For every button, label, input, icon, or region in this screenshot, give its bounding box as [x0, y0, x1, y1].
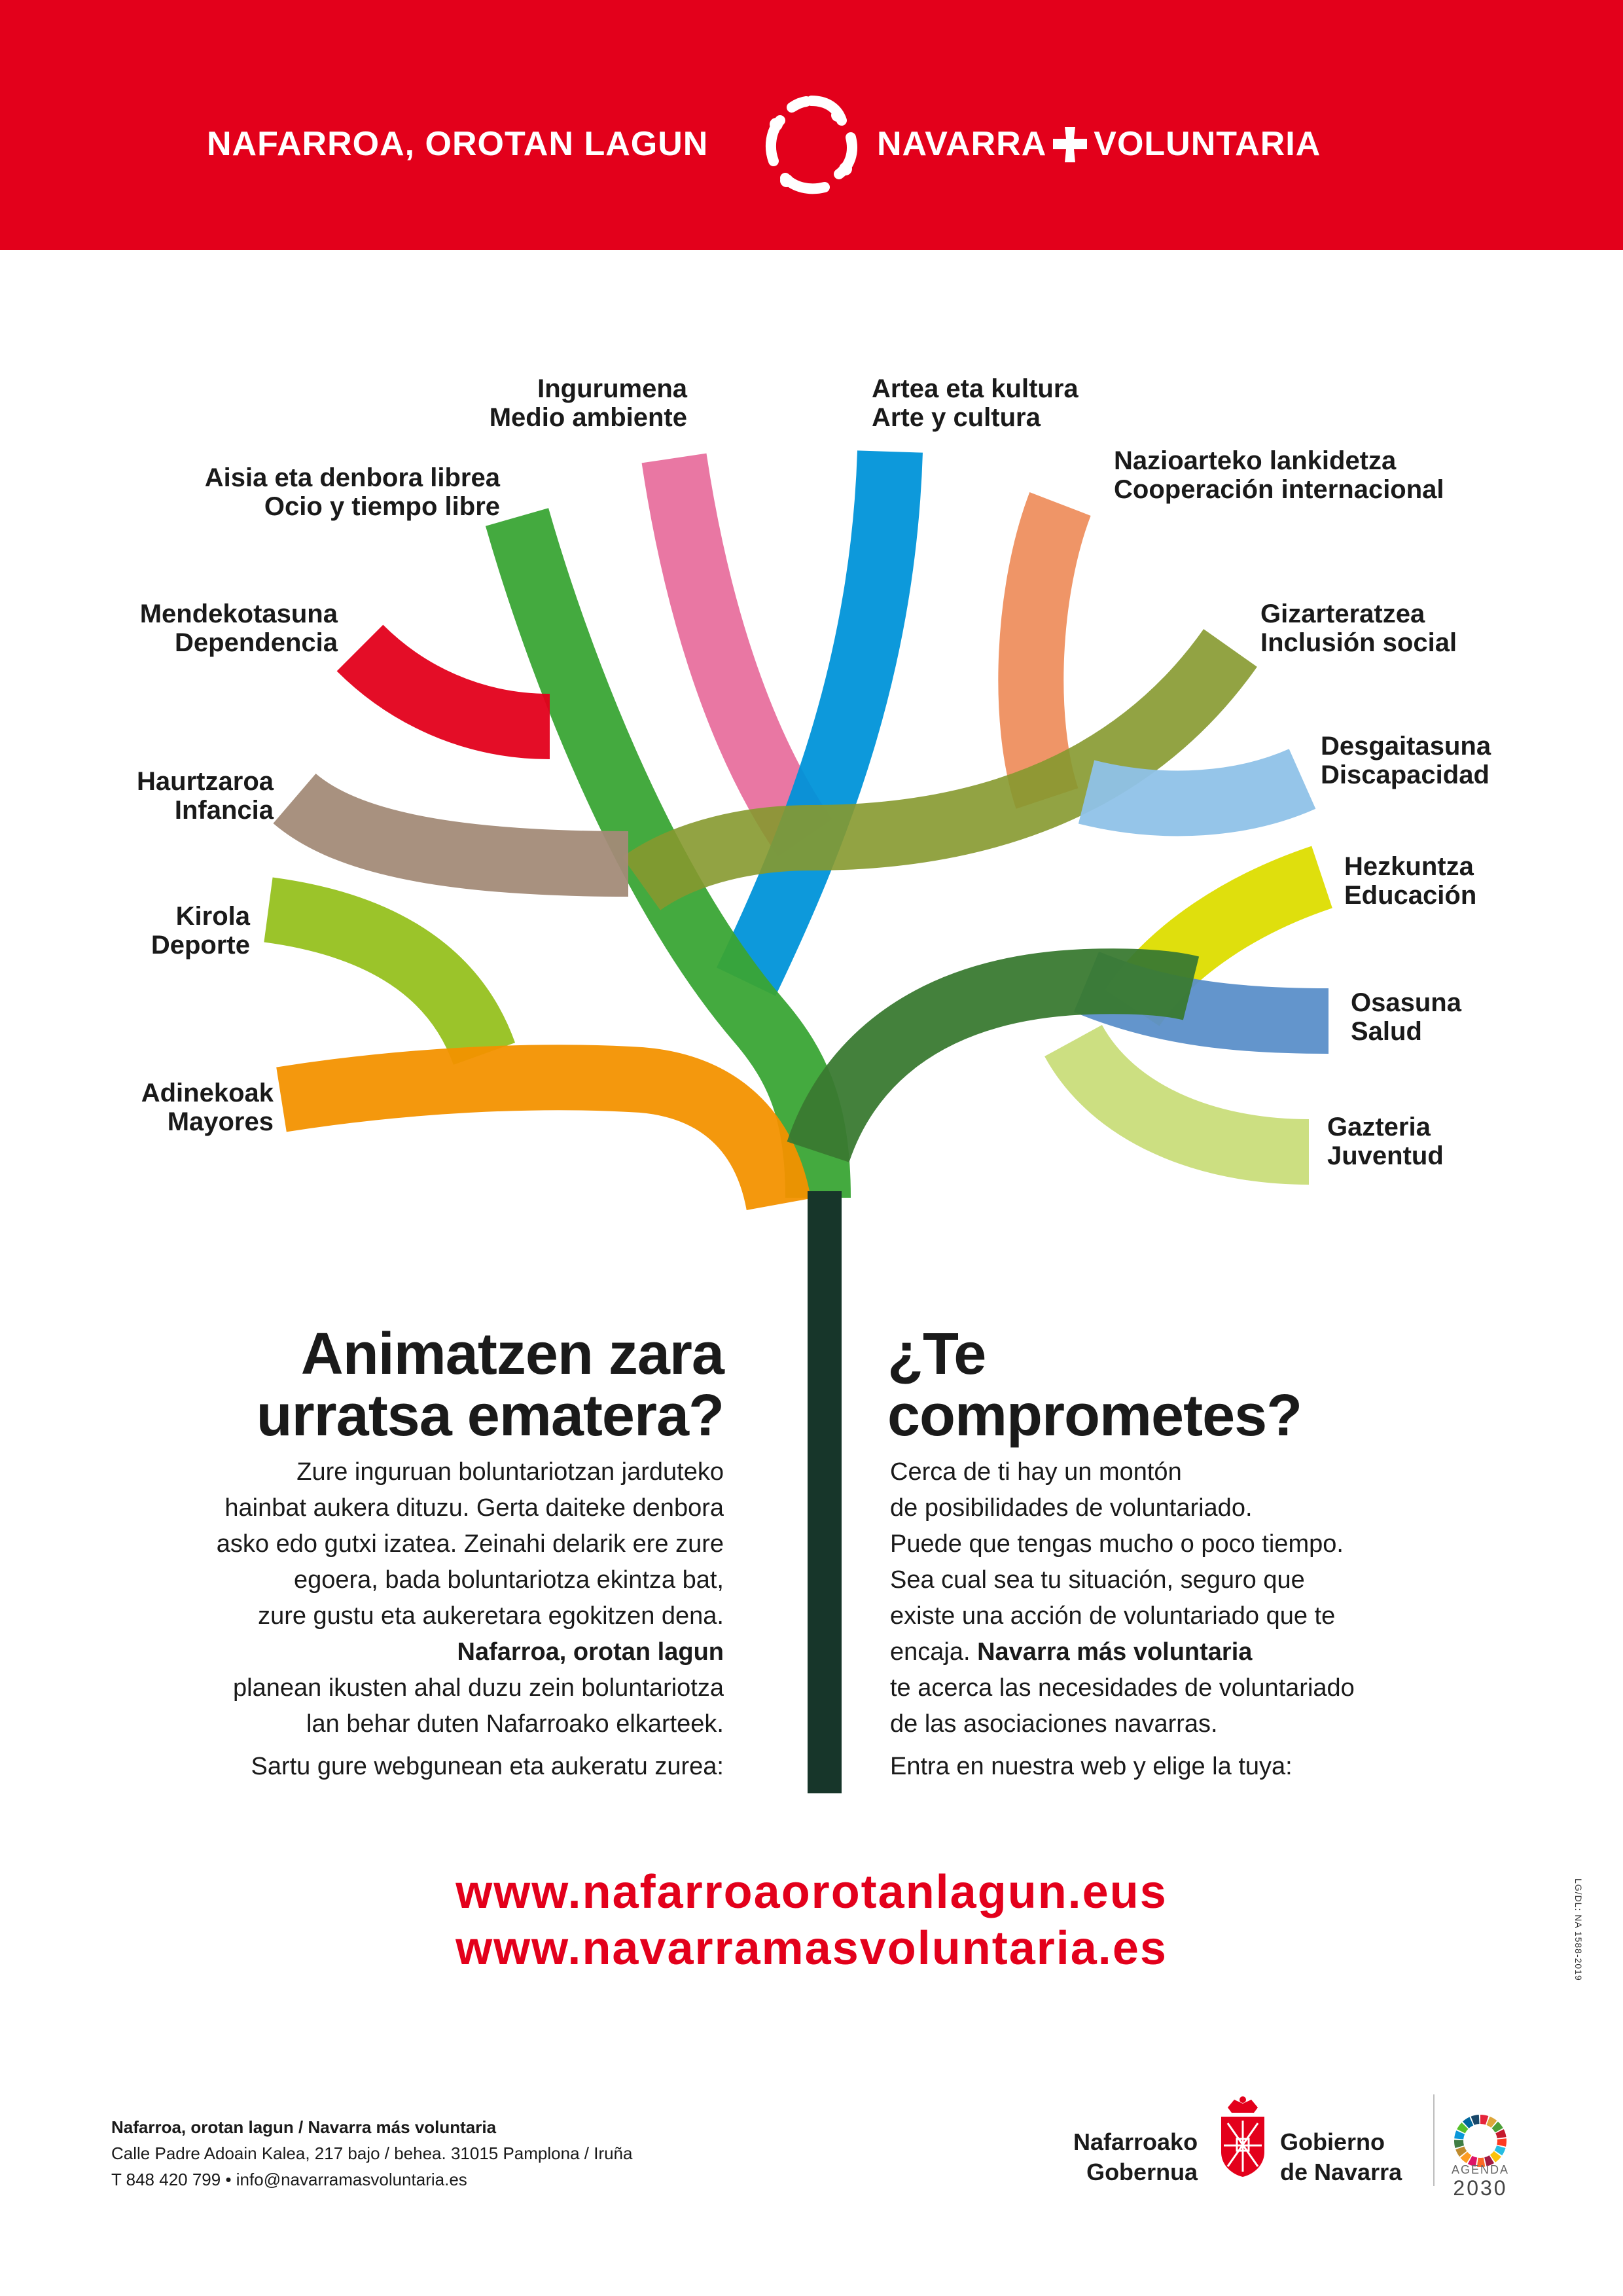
branch-mayores — [281, 1077, 779, 1204]
spanish-heading-line-1: ¿Te — [887, 1321, 986, 1387]
label-juventud — [1327, 1113, 1444, 1170]
label-es: Juventud — [1327, 1141, 1444, 1170]
navarra-shield-icon — [1215, 2094, 1271, 2179]
label-eu: Ingurumena — [537, 374, 687, 403]
footer-contact — [111, 2114, 632, 2193]
branch-dependencia — [360, 648, 550, 726]
header-title-spanish-a: NAVARRA — [877, 125, 1047, 163]
label-mayores — [105, 1079, 274, 1136]
label-eu: Hezkuntza — [1344, 852, 1474, 881]
basque-heading — [131, 1323, 724, 1446]
label-dependencia — [105, 600, 338, 657]
agenda-year: 2030 — [1453, 2176, 1508, 2200]
label-es: Educación — [1344, 881, 1477, 910]
label-es: Cooperación internacional — [1114, 475, 1444, 504]
basque-cta: Sartu gure webgunean eta aukeratu zurea: — [251, 1753, 724, 1780]
basque-body — [131, 1454, 724, 1785]
label-eu: Nazioarteko lankidetza — [1114, 446, 1397, 475]
label-medio-ambiente — [445, 374, 687, 432]
footer-phone-email[interactable]: T 848 420 799 • info@navarramasvoluntaria.es — [111, 2170, 467, 2189]
branch-medio-ambiente — [674, 458, 805, 838]
label-eu: Osasuna — [1351, 988, 1461, 1017]
gov-name-spanish — [1280, 2127, 1402, 2187]
sdg-wheel-segment — [1497, 2138, 1507, 2146]
basque-line: planean ikusten ahal duzu zein boluntariotza — [233, 1674, 724, 1702]
label-educacion — [1344, 852, 1476, 910]
basque-line: Zure inguruan boluntariotzan jarduteko — [296, 1458, 724, 1486]
branch-juventud — [1073, 1041, 1309, 1152]
spanish-heading-line-2: comprometes? — [887, 1383, 1302, 1448]
spanish-line: Puede que tengas mucho o poco tiempo. — [890, 1530, 1344, 1558]
basque-line: asko edo gutxi izatea. Zeinahi delarik ere zure — [216, 1530, 724, 1558]
basque-line: egoera, bada boluntariotza ekintza bat, — [293, 1566, 724, 1594]
gov-eu-line-2: Gobernua — [1086, 2159, 1198, 2185]
branch-infancia — [294, 798, 628, 864]
basque-heading-line-1: Animatzen zara — [300, 1321, 724, 1387]
gov-es-line-2: de Navarra — [1280, 2159, 1402, 2185]
spanish-cta: Entra en nuestra web y elige la tuya: — [890, 1753, 1293, 1780]
label-eu: Mendekotasuna — [139, 600, 338, 628]
spanish-line: de las asociaciones navarras. — [890, 1710, 1218, 1738]
label-ocio — [170, 463, 500, 521]
label-es: Infancia — [174, 796, 274, 825]
spanish-line: Cerca de ti hay un montón — [890, 1458, 1182, 1486]
label-cooperacion — [1114, 446, 1444, 504]
label-eu: Aisia eta denbora librea — [204, 463, 500, 492]
spanish-line: Sea cual sea tu situación, seguro que — [890, 1566, 1305, 1594]
spanish-line: encaja. — [890, 1638, 978, 1666]
label-es: Salud — [1351, 1017, 1422, 1046]
label-eu: Gazteria — [1327, 1113, 1431, 1141]
branch-deporte — [268, 910, 484, 1054]
header-title-spanish-b: VOLUNTARIA — [1094, 125, 1321, 163]
sdg-wheel-segment — [1454, 2140, 1464, 2148]
label-arte-cultura — [872, 374, 1079, 432]
basque-line: zure gustu eta aukeretara egokitzen dena. — [258, 1602, 724, 1630]
tree-trunk — [808, 1191, 842, 1793]
basque-program-name: Nafarroa, orotan lagun — [457, 1638, 724, 1666]
label-eu: Desgaitasuna — [1321, 732, 1491, 761]
spanish-body — [890, 1454, 1479, 1785]
label-inclusion — [1260, 600, 1457, 657]
gov-eu-line-1: Nafarroako — [1073, 2128, 1198, 2155]
label-es: Inclusión social — [1260, 628, 1457, 657]
label-es: Mayores — [167, 1107, 274, 1136]
spanish-line: te acerca las necesidades de voluntariado — [890, 1674, 1355, 1702]
spanish-line: existe una acción de voluntariado que te — [890, 1602, 1336, 1630]
url-spanish-link[interactable]: www.navarramasvoluntaria.es — [455, 1922, 1168, 1975]
spanish-heading — [887, 1323, 1476, 1446]
label-eu: Kirola — [175, 902, 250, 931]
basque-line: lan behar duten Nafarroako elkarteek. — [306, 1710, 724, 1738]
basque-line: hainbat aukera dituzu. Gerta daiteke denbora — [224, 1494, 724, 1522]
label-es: Discapacidad — [1321, 761, 1489, 789]
label-es: Arte y cultura — [872, 403, 1041, 432]
label-eu: Haurtzaroa — [137, 767, 274, 796]
label-deporte — [105, 902, 250, 960]
gov-name-basque — [1073, 2127, 1198, 2187]
label-eu: Adinekoak — [141, 1079, 274, 1107]
basque-heading-line-2: urratsa ematera? — [256, 1383, 724, 1448]
spanish-line: de posibilidades de voluntariado. — [890, 1494, 1253, 1522]
footer-title: Nafarroa, orotan lagun / Navarra más voluntaria — [111, 2117, 497, 2137]
label-salud — [1351, 988, 1461, 1046]
footer-address: Calle Padre Adoain Kalea, 217 bajo / behea. 31015 Pamplona / Iruña — [111, 2144, 633, 2163]
label-es: Ocio y tiempo libre — [264, 492, 500, 521]
agenda-label: AGENDA — [1451, 2163, 1510, 2176]
url-basque-link[interactable]: www.nafarroaorotanlagun.eus — [455, 1866, 1168, 1918]
label-discapacidad — [1321, 732, 1491, 789]
label-infancia — [105, 767, 274, 825]
label-eu: Artea eta kultura — [872, 374, 1079, 403]
label-eu: Gizarteratzea — [1260, 600, 1425, 628]
branch-cooperacion — [1031, 504, 1060, 798]
branch-discapacidad — [1086, 779, 1302, 803]
spanish-program-name: Navarra más voluntaria — [977, 1638, 1253, 1666]
header-title-basque: NAFARROA, OROTAN LAGUN — [207, 125, 709, 163]
gov-es-line-1: Gobierno — [1280, 2128, 1385, 2155]
legal-deposit: LG/DL: NA 1588-2019 — [1573, 1878, 1584, 1981]
footer-divider — [1433, 2094, 1435, 2186]
label-es: Deporte — [151, 931, 250, 960]
label-es: Dependencia — [175, 628, 338, 657]
label-es: Medio ambiente — [489, 403, 687, 432]
